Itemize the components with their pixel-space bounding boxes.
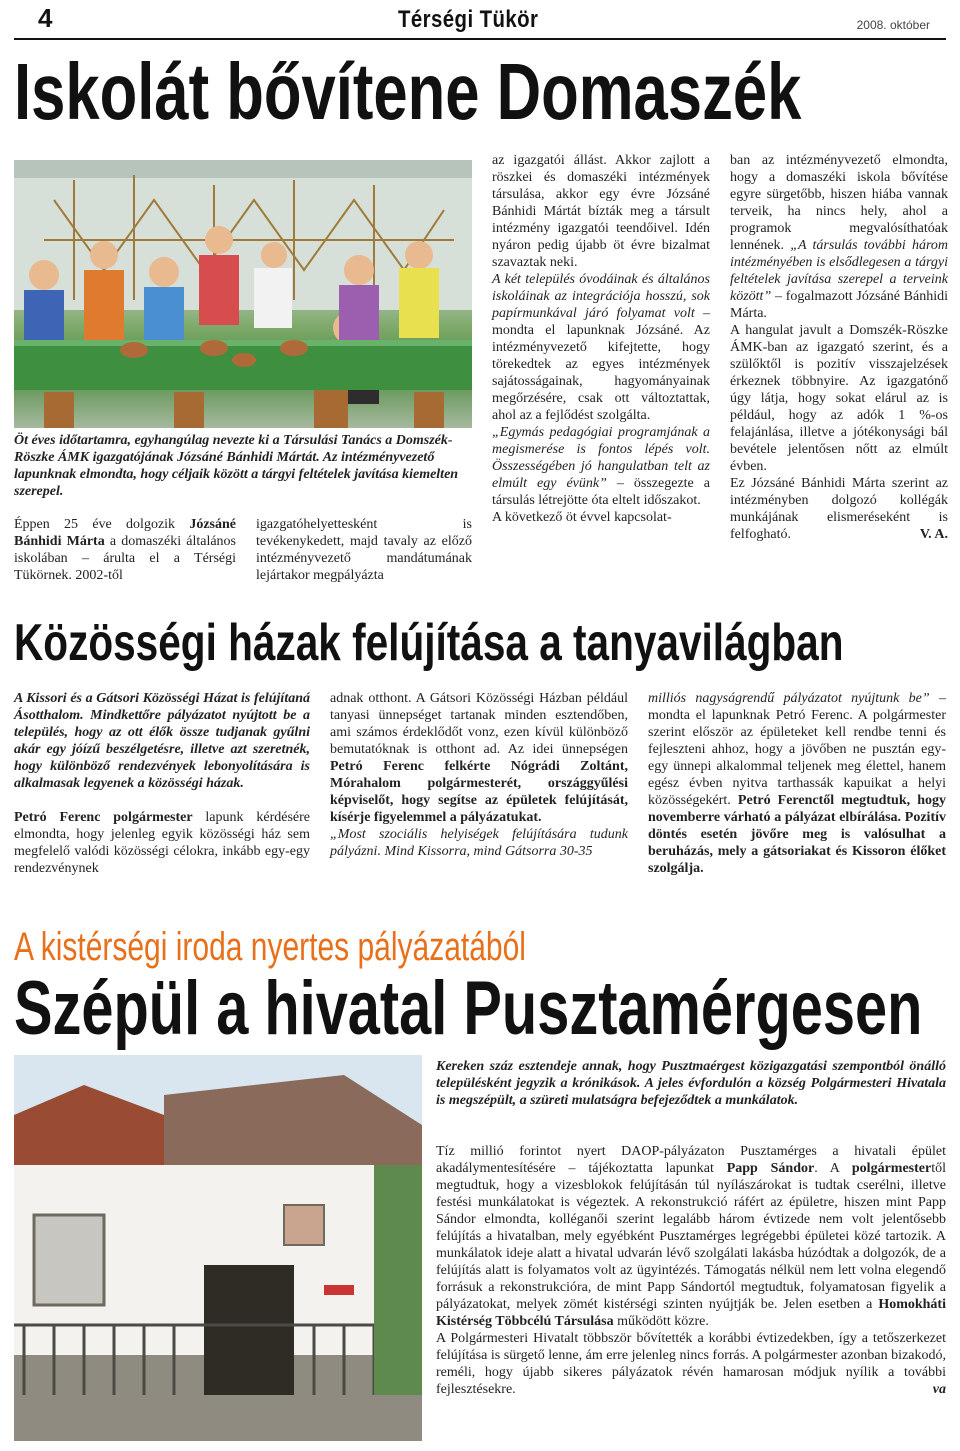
article2-headline: Közösségi házak felújítása a tanyavilágban: [14, 614, 844, 672]
body-text: igazgatóhelyettesként is tevékenykedett, majd tavaly az előző intézményvezető mandátumának lejártakor megpályázta: [256, 517, 472, 583]
article3-headline: Szépül a hivatal Pusztamérgesen: [14, 966, 923, 1051]
article1-headline: Iskolát bővítene Domaszék: [14, 47, 802, 136]
page-header: [0, 0, 960, 40]
body-text: működött közre.: [613, 1314, 709, 1329]
quote-text: milliós nagyságrendű pályázatot nyújtunk be”: [648, 691, 930, 706]
article3-body: [436, 1143, 946, 1398]
article1-column-4: [730, 152, 948, 543]
body-text: adnak otthont. A Gátsori Közösségi Házban például tanyasi ünnepséget tartanak minden esztendőben, ami számos érdeklődőt vonz, ezen kívül különböző bemutatóknak is otthont ad. Az idei ünnepségen: [330, 691, 628, 757]
article3-lead: Kereken száz esztendeje annak, hogy Pusztmaérgest közigazgatási szempontból önálló településként jegyzik a krónikások. A jeles évfordulón a község Polgármesteri Hivatala is megszépült, a szüreti mulatságra befejeződtek a munkálatok.: [436, 1059, 946, 1108]
quote-text: „A társulás további három intézményében is elsődlegesen a tárgyi feltételek javítása szerepel a terveink között”: [730, 238, 948, 304]
body-text: A következő öt évvel kapcsolat-: [492, 510, 672, 525]
header-rule: [14, 38, 946, 40]
article1-column-3: [492, 152, 710, 526]
body-text: ban az intézményvezető elmondta, hogy a domaszéki iskola bővítése egyre sürgetőbb, hiszen hiába vannak terveik, ha nincs hely, ahol a programok megvalósíthatóak lennének.: [730, 153, 948, 253]
body-text: – fogalmazott Józsáné Bánhidi Márta.: [730, 289, 948, 321]
body-text: Tíz millió forintot nyert DAOP-pályázaton Pusztamérges a hivatali épület akadálymentesítésére – tájékoztatta lapunkat: [436, 1144, 946, 1176]
article2-lead: A Kissori és a Gátsori Közösségi Házat is felújítaná Ásotthalom. Mindkettőre pályázatot nyújtott be a település, hogy az ott élők össze tudjanak gyűlni akár egy jóízű beszélgetésre, illetve azt szeretnék, hogy különböző rendezvények lebonyolítására is alkalmasak legyenek a közösségi házak.: [14, 691, 310, 791]
quote-text: „Egymás pedagógiai programjának a megismerése is fontos lépés volt. Összességében jó hangulatban telt az elmúlt egy évünk”: [492, 425, 710, 491]
article1-photo-caption: Öt éves időtartamra, egyhangúlag nevezte ki a Társulási Tanács a Domszék-Röszke ÁMK igazgatójának Józsáné Bánhidi Mártát. Az intézményvezető lapunknak elmondta, hogy céljaik között a tárgyi feltételek javítása kiemelten szerepel.: [14, 433, 459, 499]
body-text-bold: Petró Ferenctől megtudtuk, hogy novemberre várható a pályázat elbírálása. Pozitív döntés esetén jövőre meg is valósulhat a beruházás, mely a gátsoriakat és Kissoron élőket szolgálja.: [648, 793, 947, 876]
body-text: . A: [814, 1161, 852, 1176]
body-text-bold: polgármester: [851, 1161, 932, 1176]
town-hall-photo: [14, 1055, 422, 1441]
body-text: – mondta el lapunknak Petró Ferenc. A polgármester szerint először az épületeket kell rendbe tenni és fejleszteni ahhoz, hogy a jövőben ne pusztán egy-egy ünnepi alkalommal teljenek meg élettel, hanem egész évben nyitva tarthassák kapuikat a helyi közösségekért.: [648, 691, 946, 808]
issue-date: 2008. október: [856, 18, 930, 32]
person-name: Petró Ferenc polgármester: [14, 810, 193, 825]
article1-column-1: [14, 516, 236, 584]
article1-column-2: [256, 516, 472, 584]
body-text: lapunk kérdésére elmondta, hogy jelenleg egyik közösségi ház sem megfelelő valódi közösségi célokra, inkább egy-egy rendezvénynek: [14, 810, 310, 876]
person-name: Papp Sándor: [726, 1161, 815, 1176]
classroom-photo-illustration: [14, 160, 472, 428]
person-name: Józsáné Bánhidi Márta: [14, 517, 236, 549]
quote-text: „Most szociális helyiségek felújítására tudunk pályázni. Mind Kissorra, mind Gátsorra 30-35: [330, 827, 628, 859]
body-text: A Polgármesteri Hivatalt többször bővítették a korábbi évtizedekben, így a tetőszerkezet felújítása is sürgető lenne, ám erre jelenleg nincs forrás. A polgármester azonban bizakodó, reméli, hogy újabb sikeres pályázatok révén hamarosan módjuk nyílik a további fejlesztésekre.: [436, 1331, 946, 1397]
author-signature: V. A.: [919, 527, 948, 542]
town-hall-illustration: [14, 1055, 422, 1441]
page-number: 4: [38, 3, 53, 33]
classroom-photo: [14, 160, 472, 428]
author-signature: va: [932, 1382, 946, 1397]
body-text: a domaszéki általános iskolában – árulta el a Térségi Tükörnek. 2002-től: [14, 534, 236, 583]
body-text: A hangulat javult a Domszék-Röszke ÁMK-ban az igazgató szerint, és a szülőktől is pozitív visszajelzések érkeznek többnyire. Az igazgatónő úgy látja, hogy sokat elárul az is például, hogy az adók 1 %-os felajánlása, illetve a jótékonysági bál bevétele jelentősen nőtt az elmúlt évben.: [730, 323, 948, 474]
body-text: Éppen 25 éve dolgozik: [14, 517, 190, 532]
body-text: – mondta el lapunknak Józsáné. Az intézményvezető kifejtette, hogy törekedtek az egyes intézmények sajátosságainak, hagyományainak megőrzésére, csak ott változtattak, ahol az a fejlődést szolgálta.: [492, 306, 711, 423]
article2-column-1: [14, 690, 310, 877]
body-text: – összegezte a társulás létrejötte óta eltelt időszakot.: [492, 476, 710, 508]
article2-column-3: [648, 690, 946, 877]
article3-kicker: A kistérségi iroda nyertes pályázatából: [14, 925, 526, 969]
body-text: től megtudtuk, hogy a vizesblokok felújításán túl nyílászárokat is tudtak cserélni, illetve festési munkálatokat is végeztek. A rekonstrukció ráfért az épületre, hiszen mint Papp Sándor elmondta, kolléganői szerint legalább három évtizede nem volt jelentősebb felújítás a hivatalban, mely egyébként Pusztamérges legrégebbi épületei közé tartozik. A munkálatok ideje alatt a hivatal udvarán lévő szolgálati lakásba húzódtak a dolgozók, de a felújítás alatt is folyamatos volt az ügyintézés. Támogatás nélkül nem lett volna elegendő forrásuk a rekonstrukcióra, de mint Papp Sándortól megtudtuk, folyamatosan figyelik a pályázatokat, melyek zömét kistérségi szinten nyújtják be. Jelen esetben a: [436, 1161, 946, 1312]
quote-text: A két település óvodáinak és általános iskoláinak az integrációja hosszú, sok papírmunkával járó folyamat volt: [492, 272, 710, 321]
body-text: Ez Józsáné Bánhidi Márta szerint az intézményben dolgozó kollégák munkájának elismeréseként is felfogható.: [730, 476, 948, 542]
article2-column-2: [330, 690, 628, 860]
body-text-bold: Petró Ferenc felkérte Nógrádi Zoltánt, Mórahalom polgármesterét, országgyűlési képviselőt, hogy segítse az épületek felújítását, kísérje figyelemmel a pályázatukat.: [330, 759, 628, 825]
publication-title: Térségi Tükör: [398, 6, 539, 33]
organization-name: Homokháti Kistérség Többcélú Társulása: [436, 1297, 946, 1329]
body-text: az igazgatói állást. Akkor zajlott a röszkei és domaszéki intézmények társulása, akkor egy évre Józsáné Bánhidi Mártát bízták meg a társult intézmény igazgatói teendőivel. Idén nyáron pedig újabb öt évre bizalmat szavaztak neki.: [492, 153, 710, 270]
